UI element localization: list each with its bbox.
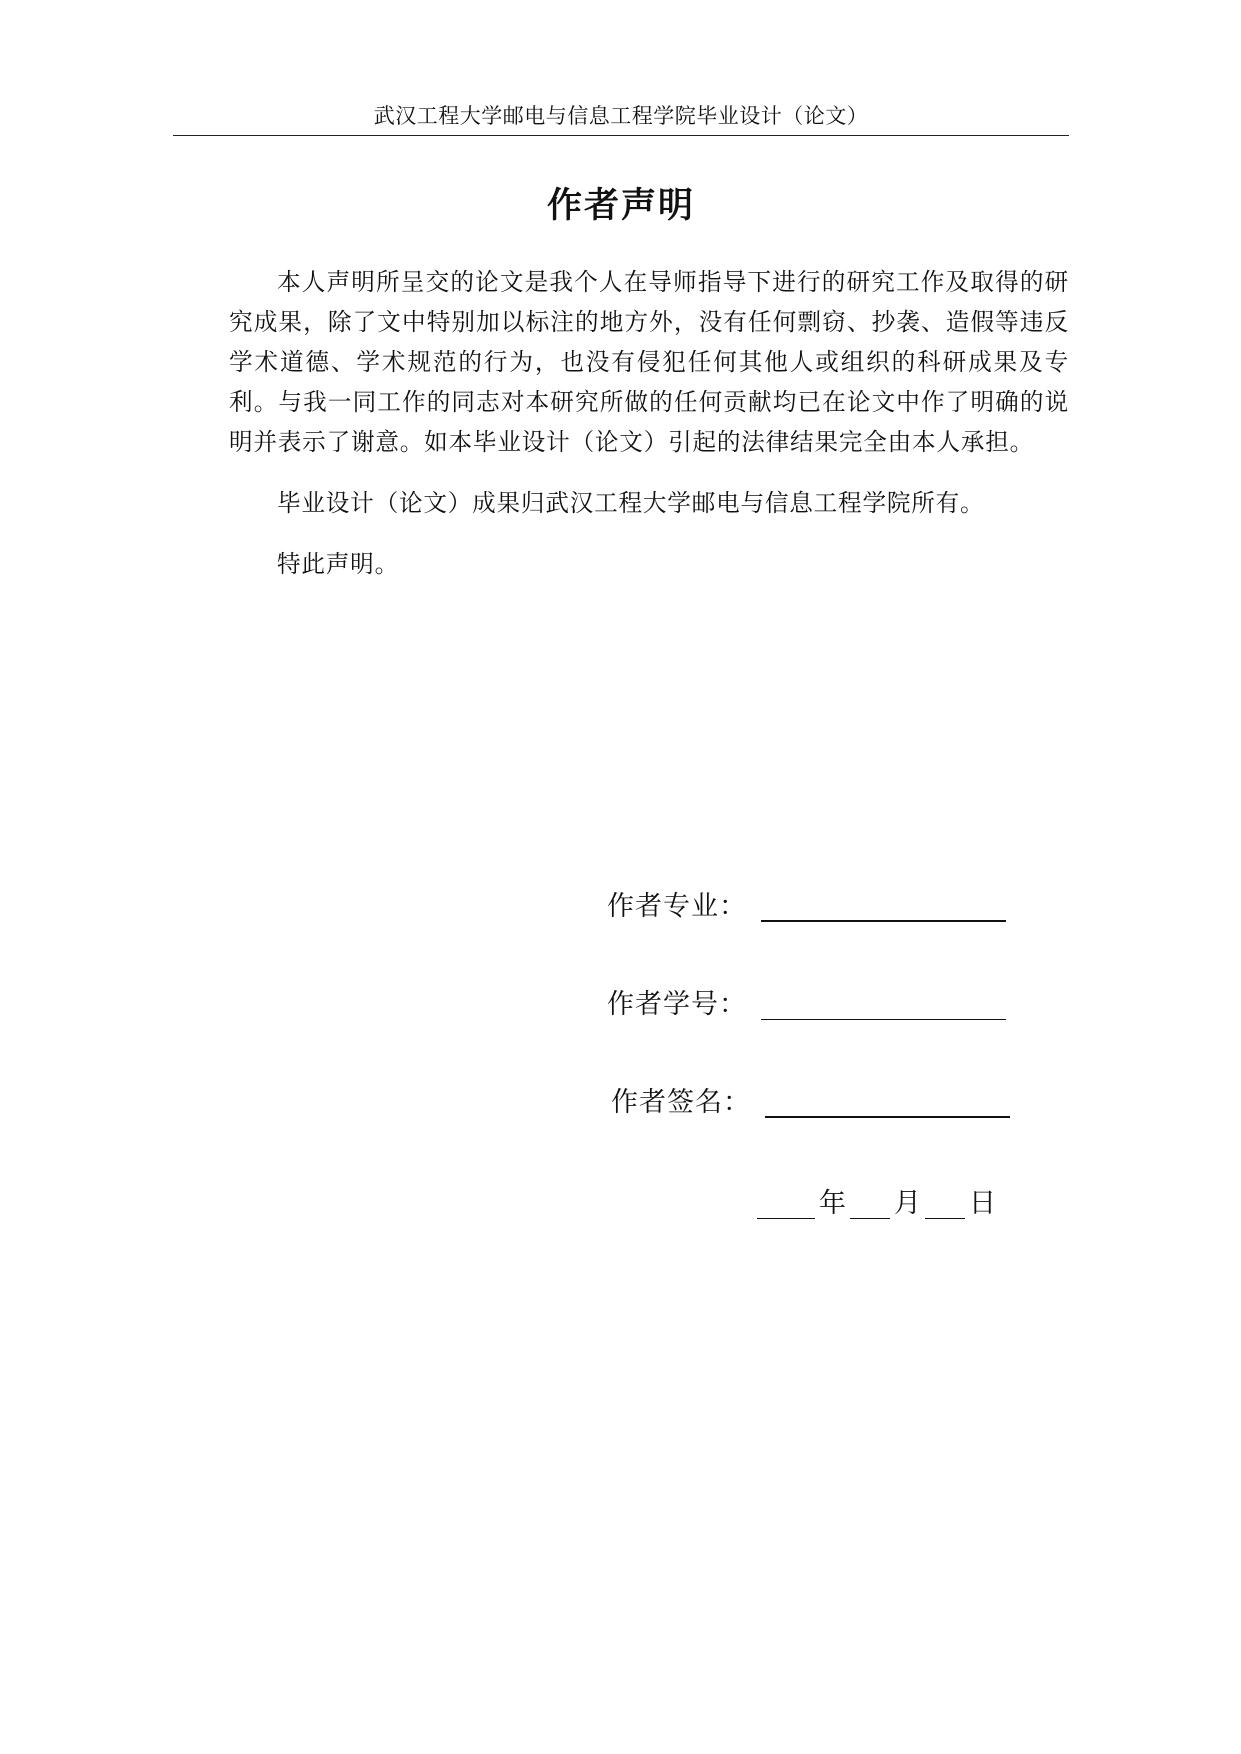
author-major-field[interactable] (761, 892, 1006, 922)
author-signature-label: 作者签名： (611, 1087, 751, 1118)
declaration-paragraph: 本人声明所呈交的论文是我个人在导师指导下进行的研究工作及取得的研究成果，除了文中特别加以标注的地方外，没有任何剽窃、抄袭、造假等违反学术道德、学术规范的行为，也没有侵犯任何其他人或组织的科研成果及专利。与我一同工作的同志对本研究所做的任何贡献均已在论文中作了明确的说明并表示了谢意。如本毕业设计（论文）引起的法律结果完全由本人承担。 (229, 268, 1069, 456)
declaration-body (229, 262, 1069, 584)
day-blank[interactable] (925, 1190, 965, 1219)
day-label: 日 (969, 1188, 996, 1219)
author-signature-row (611, 1083, 1010, 1123)
closing-paragraph: 特此声明。 (277, 550, 399, 578)
author-signature-field[interactable] (765, 1088, 1010, 1118)
ownership-paragraph: 毕业设计（论文）成果归武汉工程大学邮电与信息工程学院所有。 (277, 489, 985, 517)
author-student-id-field[interactable] (761, 991, 1006, 1020)
header-rule (173, 135, 1069, 136)
year-blank[interactable] (757, 1190, 815, 1219)
page-title: 作者声明 (546, 186, 695, 226)
month-label: 月 (894, 1188, 921, 1219)
author-student-id-row (607, 985, 1006, 1025)
author-major-label: 作者专业： (607, 891, 747, 922)
author-major-row (607, 887, 1006, 927)
year-label: 年 (819, 1188, 846, 1219)
running-header: 武汉工程大学邮电与信息工程学院毕业设计（论文） (373, 104, 869, 128)
month-blank[interactable] (850, 1190, 890, 1219)
author-student-id-label: 作者学号： (607, 989, 747, 1020)
signing-date (757, 1184, 1000, 1224)
